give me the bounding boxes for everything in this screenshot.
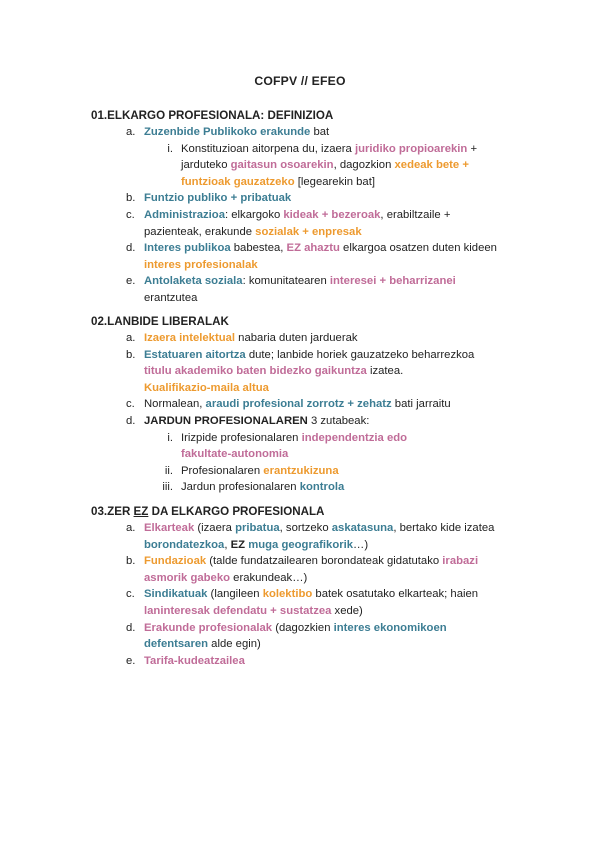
plain-text: …) [353,538,369,551]
list-item [91,330,571,347]
list-item [91,240,571,273]
list-marker: a. [126,126,136,138]
highlight-orange: kolektibo [262,588,313,601]
highlight-orange: interes profesionalak [144,258,258,271]
plain-text: , erabiltzaile + [380,208,451,221]
section-heading [91,313,571,330]
section-number: 03. [91,505,108,518]
sub-list-item [91,141,571,191]
plain-text: izatea. [366,365,404,378]
highlight-teal: interes ekonomikoen [333,621,447,634]
list-item [91,207,571,240]
plain-text: babestea, [230,242,287,255]
text-line [144,347,571,364]
plain-text: batek osatutako elkarteak; haien [312,588,479,601]
highlight-pink: EZ ahaztu [286,242,340,255]
list-marker: d. [126,621,136,634]
list-item [91,586,571,619]
list-marker: d. [126,242,136,255]
plain-text: (talde fundatzailearen borondateak gidatutako [206,555,443,568]
plain-text: bat [310,126,330,138]
text-line [144,636,571,653]
section-definizioa [91,107,571,307]
text-line [144,603,571,620]
section-heading [91,503,571,520]
highlight-teal: askatasuna [331,522,394,534]
highlight-pink: Erakunde profesionalak [144,621,273,634]
highlight-orange: funtzioak gauzatzeko [181,175,295,188]
text-line [181,463,571,480]
text-line [144,330,571,347]
highlight-teal: araudi profesional zorrotz + zehatz [205,398,392,411]
list-marker: d. [126,414,136,427]
plain-text: nabaria duten jarduerak [235,332,358,344]
sub-list-item [91,463,571,480]
list-item [91,620,571,653]
text-line [181,141,571,158]
text-line [181,479,571,496]
highlight-teal: Zuzenbide Publikoko erakunde [144,126,311,138]
section-number: 01. [91,109,108,122]
list-marker: a. [126,332,136,344]
highlight-teal: defentsaren [144,638,209,651]
highlight-pink: kideak + bezeroak [283,208,381,221]
highlight-teal: Antolaketa soziala [144,275,243,288]
highlight-pink: Elkarteak [144,522,195,534]
text-line [144,570,571,587]
highlight-pink: interesei + beharrizanei [329,275,456,288]
section-zer-ez-da [91,503,571,669]
text-line [144,224,571,241]
list-marker: c. [126,588,135,601]
highlight-pink: fakultate-autonomia [181,448,289,461]
highlight-orange: Izaera intelektual [144,332,236,344]
list-item [91,653,571,670]
list-marker: c. [126,208,135,221]
highlight-teal: Sindikatuak [144,588,208,601]
plain-text: , dagozkion [333,159,395,172]
highlight-pink: laninteresak defendatu + sustatzea [144,604,332,617]
section-title: LANBIDE LIBERALAK [107,315,229,328]
text-line [144,273,571,290]
list-item [91,520,571,553]
list-marker: c. [126,398,135,411]
plain-text: + [467,142,478,155]
list-marker: b. [126,192,136,205]
plain-text: xede) [331,604,363,617]
plain-text: Jardun profesionalaren [181,481,300,494]
plain-text: erantzutea [144,291,198,304]
list-marker: b. [126,555,136,568]
section-lanbide-liberalak [91,313,571,496]
plain-text: bati jarraitu [391,398,451,411]
highlight-teal: Funtzio publiko + pribatuak [144,192,292,205]
bold-text: JARDUN PROFESIONALAREN [144,414,308,427]
plain-text: , sortzeko [279,522,332,534]
plain-text: alde egin) [208,638,261,651]
highlight-teal: borondatezkoa [144,538,225,551]
list-marker: e. [126,275,136,288]
highlight-orange: erantzukizuna [263,464,339,477]
plain-text: (langileen [207,588,263,601]
text-line [144,363,571,380]
text-line [144,553,571,570]
highlight-teal: Interes publikoa [144,242,231,255]
text-line [144,653,571,670]
text-line [144,190,571,207]
list-marker: i. [167,431,173,444]
text-line [181,157,571,174]
document-title: COFPV // EFEO [254,74,346,88]
plain-text: Profesionalaren [181,464,264,477]
plain-text: Konstituzioan aitorpena du, izaera [181,142,355,155]
plain-text: jarduteko [181,159,231,172]
highlight-pink: irabazi [442,555,479,568]
plain-text: pazienteak, erakunde [144,225,256,238]
text-line [144,257,571,274]
highlight-orange: Fundazioak [144,555,207,568]
plain-text: 3 zutabeak: [307,414,370,427]
section-heading [91,107,571,124]
plain-text: [legearekin bat] [294,175,375,188]
highlight-pink: juridiko propioarekin [354,142,468,155]
list-marker: e. [126,654,136,667]
sub-list-item [91,430,571,463]
list-marker: b. [126,348,136,361]
list-item [91,396,571,413]
plain-text: : komunitatearen [242,275,330,288]
text-line [144,537,571,554]
plain-text: Irizpide profesionalaren [181,431,302,444]
list-item [91,553,571,586]
sub-list-item [91,479,571,496]
highlight-teal: Administrazioa [144,208,225,221]
list-item [91,347,571,397]
highlight-pink: gaitasun osoarekin [230,159,334,172]
highlight-orange: xedeak bete + [394,159,469,172]
highlight-orange: Kualifikazio-maila altua [144,381,269,394]
underlined-text: EZ [133,505,149,518]
list-item [91,190,571,207]
text-line [181,446,571,463]
bold-text: EZ [230,538,246,551]
list-marker: a. [126,522,136,534]
text-line [181,430,571,447]
list-item [91,413,571,430]
highlight-pink: asmorik gabeko [144,571,231,584]
text-line [144,620,571,637]
highlight-teal: muga geografikorik [248,538,354,551]
plain-text: , [224,538,231,551]
text-line [181,174,571,191]
plain-text: ZER [107,505,134,518]
plain-text: , bertako kide izatea [393,522,495,534]
list-marker: ii. [164,464,173,477]
text-line [144,240,571,257]
text-line [144,520,571,537]
plain-text: dute; lanbide horiek gauzatzeko beharrezkoa [245,348,475,361]
list-marker: i. [167,142,173,155]
text-line [144,207,571,224]
text-line [144,586,571,603]
plain-text: (izaera [194,522,236,534]
plain-text: elkargoa osatzen duten kideen [339,242,497,255]
plain-text: erakundeak…) [230,571,308,584]
section-title [107,505,324,518]
highlight-teal: Estatuaren aitortza [144,348,246,361]
section-title: ELKARGO PROFESIONALA: DEFINIZIOA [107,109,334,122]
plain-text: (dagozkien [272,621,334,634]
plain-text: Normalean, [144,398,206,411]
list-item [91,124,571,141]
text-line [144,290,571,307]
text-line [144,124,571,141]
text-line [144,380,571,397]
plain-text: DA ELKARGO PROFESIONALA [148,505,325,518]
list-marker: iii. [162,481,173,494]
highlight-pink: Tarifa-kudeatzailea [144,654,245,667]
plain-text: : elkargoko [224,208,284,221]
section-number: 02. [91,315,108,328]
list-item [91,273,571,306]
text-line [144,396,571,413]
highlight-teal: pribatua [235,522,280,534]
highlight-pink: independentzia edo [301,431,408,444]
highlight-pink: titulu akademiko baten bidezko gaikuntza [144,365,367,378]
text-line [144,413,571,430]
highlight-orange: sozialak + enpresak [255,225,362,238]
highlight-teal: kontrola [299,481,345,494]
